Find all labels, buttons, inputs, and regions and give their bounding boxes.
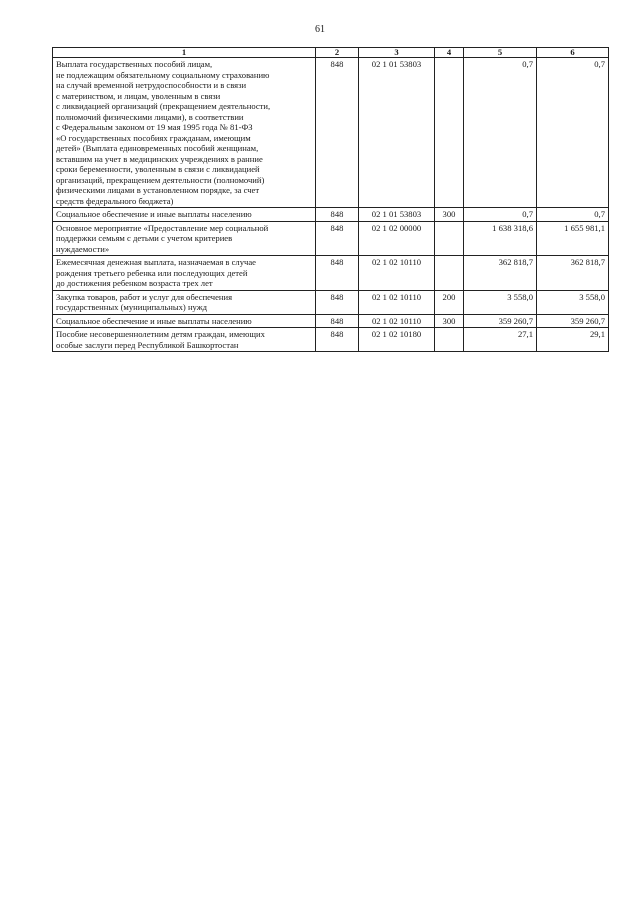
row-name [53, 221, 316, 256]
row-vr [435, 221, 464, 256]
row-name-line: средств федерального бюджета) [56, 195, 174, 206]
row-csr: 02 1 02 10110 [359, 314, 435, 328]
row-value-5: 0,7 [464, 58, 537, 208]
row-name-line: с материнством, и лицам, уволенным в связи [56, 90, 221, 101]
row-name-line: нуждаемости» [56, 243, 110, 254]
row-csr: 02 1 02 10110 [359, 290, 435, 314]
table-row [53, 328, 609, 352]
table-row [53, 221, 609, 256]
row-name-line: Пособие несовершеннолетним детям граждан, имеющих [56, 329, 265, 339]
row-csr: 02 1 01 53803 [359, 58, 435, 208]
row-name-line: детей» (Выплата единовременных пособий женщинам, [56, 143, 259, 153]
row-ved: 848 [316, 328, 359, 352]
row-ved: 848 [316, 208, 359, 222]
table-row [53, 208, 609, 222]
table-row [53, 256, 609, 291]
row-name-line: Основное мероприятие «Предоставление мер социальной [56, 222, 269, 233]
table-row [53, 290, 609, 314]
budget-table [52, 47, 609, 352]
row-value-6: 3 558,0 [537, 290, 609, 314]
row-name-line: полномочий физическими лицами), в соответствии [56, 111, 244, 122]
row-ved: 848 [316, 58, 359, 208]
row-name-line: организаций, прекращением деятельности (полномочий) [56, 174, 265, 185]
row-vr: 300 [435, 314, 464, 328]
column-header: 4 [435, 48, 464, 58]
table-row [53, 58, 609, 208]
row-vr [435, 328, 464, 352]
row-value-6: 0,7 [537, 208, 609, 222]
row-csr: 02 1 02 10110 [359, 256, 435, 291]
row-csr: 02 1 01 53803 [359, 208, 435, 222]
row-name [53, 256, 316, 291]
column-header: 3 [359, 48, 435, 58]
row-ved: 848 [316, 290, 359, 314]
row-value-5: 1 638 318,6 [464, 221, 537, 256]
row-name-line: «О государственных пособиях гражданам, имеющим [56, 132, 251, 143]
row-name-line: сроки беременности, уволенным в связи с ликвидацией [56, 164, 260, 174]
row-name [53, 58, 316, 208]
row-name-line: рождения третьего ребенка или последующих детей [56, 267, 248, 278]
row-name-line: государственных (муниципальных) нужд [56, 302, 208, 312]
row-name-line: поддержки семьям с детьми с учетом критериев [56, 233, 233, 243]
row-name-line: особые заслуги перед Республикой Башкортостан [56, 339, 239, 350]
row-name [53, 328, 316, 352]
row-name-line: физическими лицами в установленном порядке, за счет [56, 185, 260, 195]
row-name-line: Социальное обеспечение и иные выплаты населению [56, 315, 252, 326]
row-name-line: с ликвидацией организаций (прекращением деятельности, [56, 101, 271, 111]
row-name-line: не подлежащим обязательному социальному страхованию [56, 69, 270, 80]
row-name [53, 314, 316, 328]
row-name [53, 290, 316, 314]
row-value-6: 29,1 [537, 328, 609, 352]
row-value-5: 0,7 [464, 208, 537, 222]
row-value-5: 362 818,7 [464, 256, 537, 291]
row-name-line: Выплата государственных пособий лицам, [56, 59, 213, 69]
table-row [53, 314, 609, 328]
row-value-6: 0,7 [537, 58, 609, 208]
row-vr [435, 256, 464, 291]
row-name-line: с Федеральным законом от 19 мая 1995 года № 81-ФЗ [56, 122, 253, 132]
column-header: 6 [537, 48, 609, 58]
row-name-line: Закупка товаров, работ и услуг для обеспечения [56, 291, 233, 302]
column-header: 5 [464, 48, 537, 58]
row-name [53, 208, 316, 222]
row-ved: 848 [316, 314, 359, 328]
row-csr: 02 1 02 10180 [359, 328, 435, 352]
row-vr [435, 58, 464, 208]
row-name-line: Ежемесячная денежная выплата, назначаемая в случае [56, 257, 256, 267]
row-ved: 848 [316, 221, 359, 256]
row-ved: 848 [316, 256, 359, 291]
row-name-line: до достижения ребенком возраста трех лет [56, 278, 213, 288]
row-value-6: 359 260,7 [537, 314, 609, 328]
row-value-6: 1 655 981,1 [537, 221, 609, 256]
row-value-6: 362 818,7 [537, 256, 609, 291]
row-name-line: на случай временной нетрудоспособности и в связи [56, 80, 247, 90]
row-name-line: Социальное обеспечение и иные выплаты населению [56, 209, 252, 219]
column-header: 2 [316, 48, 359, 58]
row-csr: 02 1 02 00000 [359, 221, 435, 256]
column-header: 1 [53, 48, 316, 58]
row-name-line: вставшим на учет в медицинских учреждениях в ранние [56, 153, 263, 164]
row-value-5: 359 260,7 [464, 314, 537, 328]
row-vr: 300 [435, 208, 464, 222]
page-number: 61 [315, 24, 325, 35]
table-header-row [53, 48, 609, 58]
row-vr: 200 [435, 290, 464, 314]
row-value-5: 3 558,0 [464, 290, 537, 314]
row-value-5: 27,1 [464, 328, 537, 352]
